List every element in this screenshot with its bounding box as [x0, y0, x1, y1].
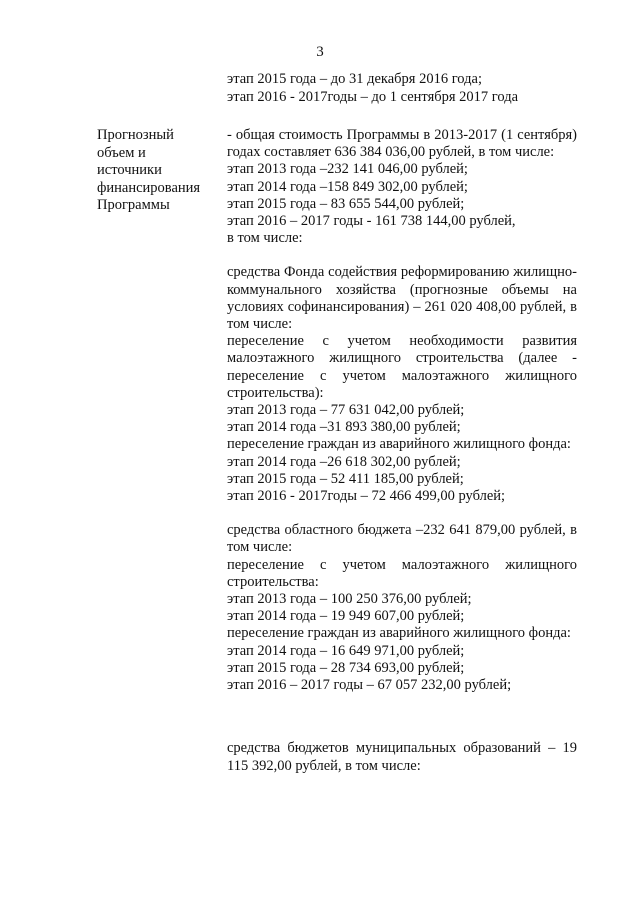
stage-line: этап 2015 года – 28 734 693,00 рублей; [227, 659, 465, 676]
page-number: 3 [316, 44, 324, 60]
stage-line: этап 2014 года –158 849 302,00 рублей; [227, 178, 468, 195]
funding-label-line: источники [97, 162, 162, 178]
stage-line: этап 2014 года – 16 649 971,00 рублей; [227, 642, 465, 659]
municipal-intro: средства бюджетов муниципальных образований – 19 115 392,00 рублей, в том числе: [227, 740, 577, 774]
stage-line: этап 2013 года – 100 250 376,00 рублей; [227, 591, 472, 608]
stage-line: этап 2015 года – 52 411 185,00 рублей; [227, 470, 464, 487]
regional-intro: средства областного бюджета –232 641 879,00 рублей, в том числе: [227, 522, 577, 556]
regional-budget-section [227, 522, 577, 694]
stage-line: этап 2014 года –26 618 302,00 рублей; [227, 453, 461, 470]
fund-section [227, 264, 577, 505]
municipal-budget-section [227, 740, 577, 774]
stage-line: в том числе: [227, 230, 303, 247]
top-line: этап 2015 года – до 31 декабря 2016 года; [227, 71, 482, 87]
stage-line: этап 2013 года –232 141 046,00 рублей; [227, 161, 468, 178]
stage-line: этап 2016 - 2017годы – 72 466 499,00 рублей; [227, 488, 506, 505]
fund-intro: средства Фонда содействия реформированию жилищно-коммунального хозяйства (прогнозные объемы на условиях софинансирования) – 261 020 408,00 рублей, в том числе: [227, 264, 577, 333]
stage-line: этап 2015 года – 83 655 544,00 рублей; [227, 195, 465, 212]
total-cost-section [227, 127, 577, 247]
funding-label [97, 127, 212, 215]
top-line: этап 2016 - 2017годы – до 1 сентября 2017 года [227, 89, 519, 105]
funding-description [227, 127, 577, 775]
stage-line: этап 2016 – 2017 годы - 161 738 144,00 рублей, [227, 213, 516, 230]
funding-label-line: Прогнозный [97, 127, 174, 143]
total-cost-intro: - общая стоимость Программы в 2013-2017 (1 сентября) годах составляет 636 384 036,00 рублей, в том числе: [227, 127, 577, 161]
top-stage-lines [227, 70, 577, 106]
funding-label-line: Программы [97, 197, 170, 213]
funding-label-line: финансирования [97, 179, 201, 196]
regional-sub2: переселение граждан из аварийного жилищного фонда: [227, 625, 571, 642]
fund-sub1: переселение с учетом необходимости развития малоэтажного жилищного строительства (далее - переселение с учетом малоэтажного жилищного строительства): [227, 333, 577, 401]
funding-label-line: объем и [97, 144, 146, 161]
fund-sub2: переселение граждан из аварийного жилищного фонда: [227, 436, 571, 453]
stage-line: этап 2014 года – 19 949 607,00 рублей; [227, 608, 465, 625]
stage-line: этап 2013 года – 77 631 042,00 рублей; [227, 402, 465, 419]
regional-sub1: переселение с учетом малоэтажного жилищного строительства: [227, 556, 577, 590]
stage-line: этап 2014 года –31 893 380,00 рублей; [227, 419, 461, 436]
stage-line: этап 2016 – 2017 годы – 67 057 232,00 рублей; [227, 677, 512, 694]
